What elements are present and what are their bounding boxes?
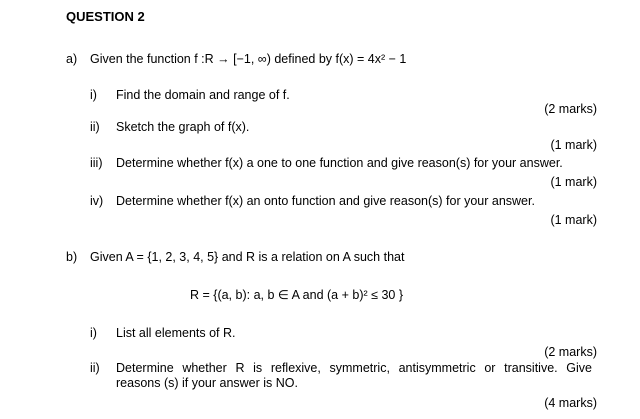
part-a-i-marks: (2 marks) [544,102,597,116]
part-a-iv-text: Determine whether f(x) an onto function and give reason(s) for your answer. [116,194,535,208]
part-a-label: a) [66,52,78,66]
part-b-ii-marks: (4 marks) [544,396,597,410]
part-a-iii-number: iii) [90,156,103,170]
part-b-statement: Given A = {1, 2, 3, 4, 5} and R is a relation on A such that [90,250,405,264]
part-a-iv-marks: (1 mark) [550,213,597,227]
part-a-i-number: i) [90,88,97,102]
part-a-ii-number: ii) [90,120,100,134]
part-a-iv-number: iv) [90,194,104,208]
part-a-statement: Given the function f :R → [−1, ∞) defined by f(x) = 4x² − 1 [90,52,407,66]
part-b-ii-number: ii) [90,361,100,375]
part-b-label: b) [66,250,78,264]
part-b-i-number: i) [90,326,97,340]
part-a-ii-marks: (1 mark) [550,138,597,152]
part-a-iii-marks: (1 mark) [550,175,597,189]
part-a-i-text: Find the domain and range of f. [116,88,290,102]
part-a-iii-text: Determine whether f(x) a one to one function and give reason(s) for your answer. [116,156,563,170]
relation-definition: R = {(a, b): a, b ∈ A and (a + b)² ≤ 30 } [190,288,404,302]
part-b-i-text: List all elements of R. [116,326,236,340]
part-b-i-marks: (2 marks) [544,345,597,359]
page-title: QUESTION 2 [66,9,145,24]
part-b-ii-text: Determine whether R is reflexive, symmetric, antisymmetric or transitive. Give reasons (s) if your answer is NO. [116,361,592,390]
part-a-ii-text: Sketch the graph of f(x). [116,120,250,134]
